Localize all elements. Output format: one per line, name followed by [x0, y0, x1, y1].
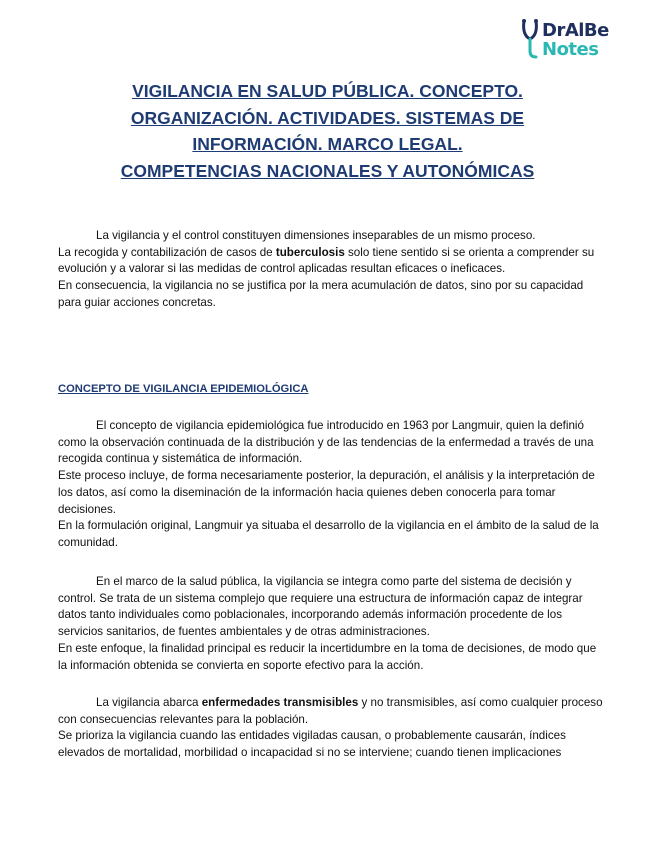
section-paragraph-2: [58, 574, 603, 674]
paragraph-1-sentence-1: El concepto de vigilancia epidemiológica fue introducido en 1963 por Langmuir, quien la definió como la observación continuada de la distribución y de las tendencias de la enfermedad a través de una recogida continua y sistemática de información.: [58, 419, 594, 466]
paragraph-2-sentence-1: En el marco de la salud pública, la vigilancia se integra como parte del sistema de decisión y control. Se trata de un sistema complejo que requiere una estructura de información capaz de integrar datos tanto individuales como poblacionales, incorporando además información procedente de los servicios sanitarios, de fuentes ambientales y de otras administraciones.: [58, 575, 583, 639]
stethoscope-icon: [520, 17, 544, 61]
section-paragraph-3: [58, 695, 603, 762]
intro-sentence-1: La vigilancia y el control constituyen dimensiones inseparables de un mismo proceso.: [96, 229, 536, 242]
title-line-4: COMPETENCIAS NACIONALES Y AUTONÓMICAS: [120, 160, 535, 181]
intro-paragraph: [58, 228, 603, 312]
intro-text-pre: La recogida y contabilización de casos de: [58, 245, 276, 259]
logo-text-bottom: Notes: [542, 39, 599, 60]
intro-sentence-3: En consecuencia, la vigilancia no se justifica por la mera acumulación de datos, sino por su capacidad para guiar acciones concretas.: [58, 279, 584, 309]
section-heading: CONCEPTO DE VIGILANCIA EPIDEMIOLÓGICA: [58, 383, 309, 395]
paragraph-3-sentence-1: [58, 695, 603, 728]
paragraph-3-bold-term: enfermedades transmisibles: [201, 696, 359, 709]
paragraph-3-sentence-2: Se prioriza la vigilancia cuando las entidades vigiladas causan, o probablemente causarán, índices elevados de mortalidad, morbilidad o incapacidad si no se interviene; cuando tienen implicaciones: [58, 729, 566, 760]
logo-text-top: DrAlBe: [542, 20, 609, 41]
paragraph-3-text-pre: La vigilancia abarca: [96, 696, 202, 709]
intro-sentence-2: [58, 245, 603, 278]
title-line-2: ORGANIZACIÓN. ACTIVIDADES. SISTEMAS DE: [130, 107, 525, 128]
document-title: [80, 78, 575, 184]
intro-text-post: solo tiene sentido si se orienta a comprender su evolución y a valorar si las medidas de control aplicadas resultan eficaces o ineficaces.: [58, 245, 595, 276]
paragraph-1-sentence-2: Este proceso incluye, de forma necesariamente posterior, la depuración, el análisis y la interpretación de los datos, así como la diseminación de la información hacia quienes deben conocerla para tomar decisiones.: [58, 469, 595, 516]
intro-bold-term: tuberculosis: [275, 245, 345, 259]
section-paragraph-1: [58, 418, 603, 552]
brand-logo: [520, 17, 640, 65]
title-line-3: INFORMACIÓN. MARCO LEGAL.: [192, 134, 463, 154]
paragraph-3-text-post: y no transmisibles, así como cualquier proceso con consecuencias relevantes para la población.: [58, 696, 603, 726]
paragraph-1-sentence-3: En la formulación original, Langmuir ya situaba el desarrollo de la vigilancia en el ámbito de la salud de la comunidad.: [58, 519, 599, 549]
paragraph-2-sentence-2: En este enfoque, la finalidad principal es reducir la incertidumbre en la toma de decisiones, de modo que la información obtenida se convierta en soporte efectivo para la acción.: [58, 641, 597, 672]
title-line-1: VIGILANCIA EN SALUD PÚBLICA. CONCEPTO.: [132, 81, 523, 101]
